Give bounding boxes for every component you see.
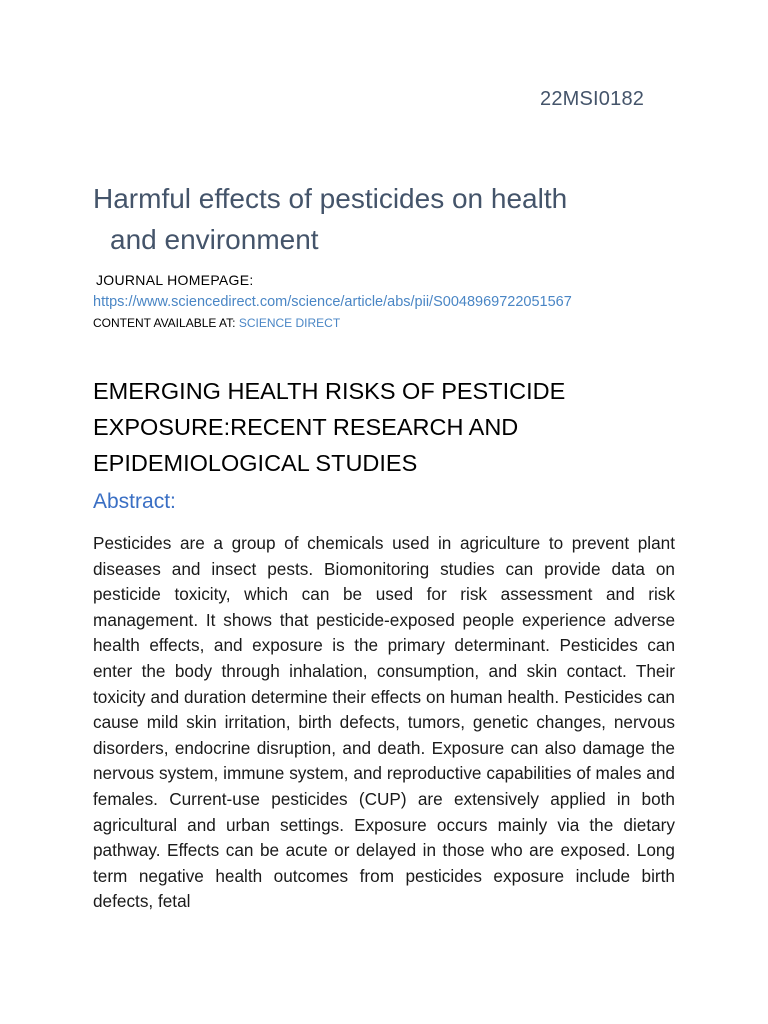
document-title-line2: and environment (110, 224, 319, 255)
document-title-line1: Harmful effects of pesticides on health (93, 183, 568, 214)
document-id: 22MSI0182 (540, 88, 645, 110)
science-direct-link[interactable]: SCIENCE DIRECT (238, 316, 341, 330)
journal-homepage-label: JOURNAL HOMEPAGE: (96, 272, 254, 288)
abstract-body: Pesticides are a group of chemicals used in agriculture to prevent plant diseases and insect pests. Biomonitoring studies can provide data on pesticide toxicity, which can be used for risk assessment and risk management. It shows that pesticide-exposed people experience adverse health effects, and exposure is the primary determinant. Pesticides can enter the body through inhalation, consumption, and skin contact. Their toxicity and duration determine their effects on human health. Pesticides can cause mild skin irritation, birth defects, tumors, genetic changes, nervous disorders, endocrine disruption, and death. Exposure can also damage the nervous system, immune system, and reproductive capabilities of males and females. Current-use pesticides (CUP) are extensively applied in both agricultural and urban settings. Exposure occurs mainly via the dietary pathway. Effects can be acute or delayed in those who are exposed. Long term negative health outcomes from pesticides exposure include birth defects, fetal (93, 533, 675, 912)
journal-homepage-link[interactable]: https://www.sciencedirect.com/science/article/abs/pii/S0048969722051567 (93, 294, 572, 310)
abstract-heading: Abstract: (93, 490, 176, 513)
document-title (93, 178, 693, 260)
section-heading: EMERGING HEALTH RISKS OF PESTICIDE EXPOSURE:RECENT RESEARCH AND EPIDEMIOLOGICAL STUDIES (93, 378, 566, 476)
content-available-line (93, 316, 340, 330)
content-available-label: CONTENT AVAILABLE AT: (93, 316, 239, 330)
